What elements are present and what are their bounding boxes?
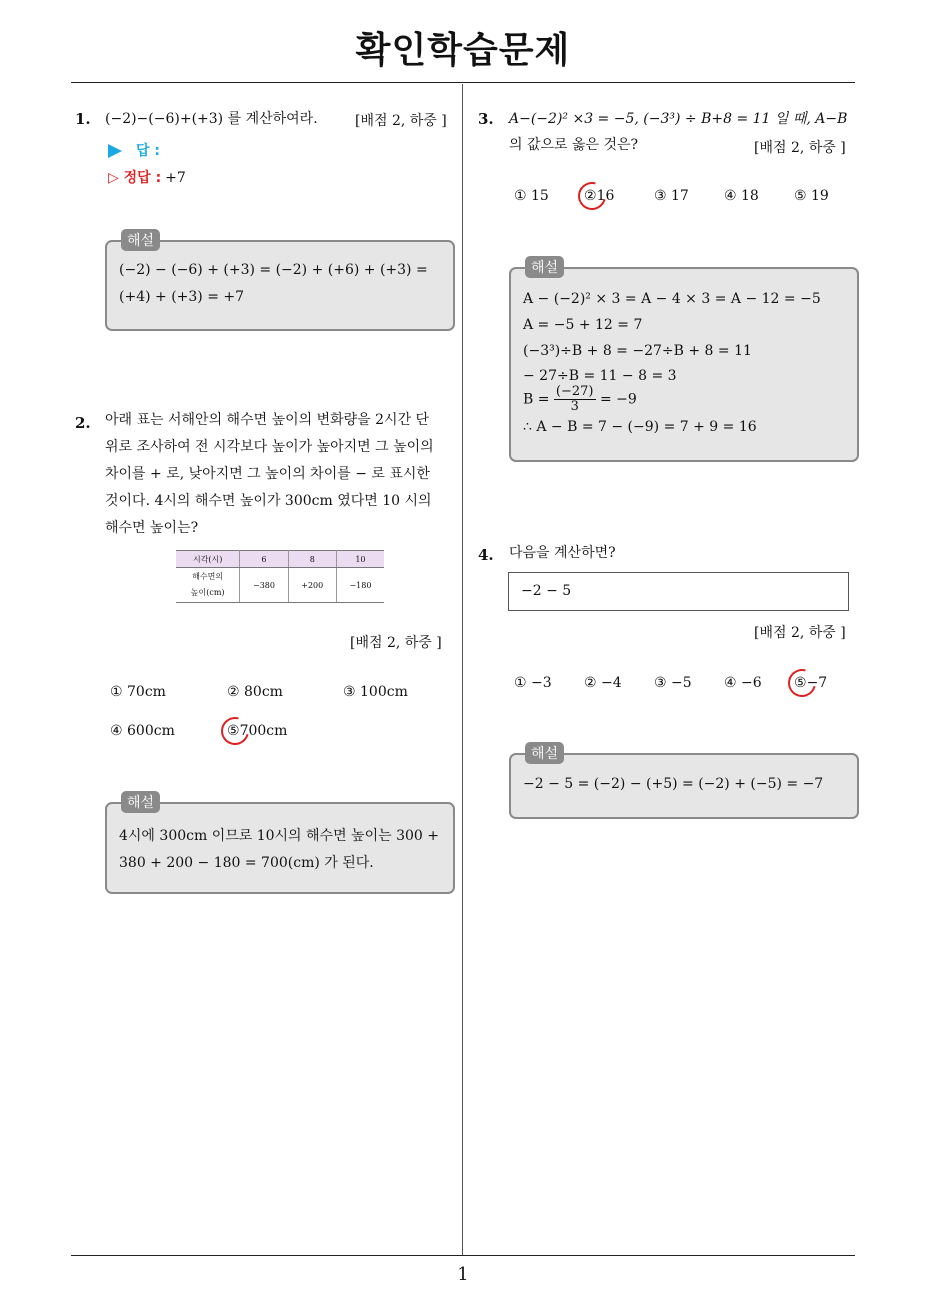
q3-expl-line-2: A = −5 + 12 = 7 xyxy=(523,317,643,333)
table-row-label-2: 높이(cm) xyxy=(190,588,225,597)
q2-question-line: 아래 표는 서해안의 해수면 높이의 변화량을 2시간 단 xyxy=(105,412,430,428)
q4-expression: −2 − 5 xyxy=(521,583,572,599)
q2-question-line: 해수면 높이는? xyxy=(105,520,199,536)
q2-number: 2. xyxy=(75,414,91,432)
q3-question-line-2: 의 값으로 옳은 것은? xyxy=(509,137,639,153)
q1-explanation-box xyxy=(105,233,455,331)
q1-number: 1. xyxy=(75,110,91,128)
q4-score: [배점 2, 하중 ] xyxy=(754,625,846,641)
q2-score: [배점 2, 하중 ] xyxy=(350,635,442,651)
q4-option-5[interactable]: ⑤−7 xyxy=(794,675,827,691)
q3-explanation-box xyxy=(509,260,859,462)
q3-option-2[interactable]: ②16 xyxy=(584,188,614,204)
q3-frac-lhs: B = xyxy=(523,391,550,408)
q3-frac-rhs: = −9 xyxy=(599,391,637,408)
table-row-label-1: 해수면의 xyxy=(192,572,224,581)
q2-expl-line-1: 4시에 300cm 이므로 10시의 해수면 높이는 300 + xyxy=(119,828,439,844)
q3-option-3[interactable]: ③ 17 xyxy=(654,188,689,204)
q2-option-4[interactable]: ④ 600cm xyxy=(110,723,175,739)
q2-option-5[interactable]: ⑤700cm xyxy=(227,723,287,739)
q3-fraction xyxy=(554,385,596,414)
q4-number: 4. xyxy=(478,546,494,564)
q3-score: [배점 2, 하중 ] xyxy=(754,140,846,156)
q3-expl-line-3: (−3³)÷B + 8 = −27÷B + 8 = 11 xyxy=(523,343,752,359)
q4-option-3[interactable]: ③ −5 xyxy=(654,675,692,691)
q3-frac-den: 3 xyxy=(570,399,579,414)
q2-question-line: 위로 조사하여 전 시각보다 높이가 높아지면 그 높이의 xyxy=(105,439,434,455)
table-header-cell: 시각(시) xyxy=(176,551,240,568)
q1-explanation-tag: 해설 xyxy=(121,229,160,251)
q3-frac-num: (−27) xyxy=(555,384,594,399)
q3-question-line-1: A−(−2)² ×3 = −5, (−3³) ÷ B+8 = 11 일 때, A−B xyxy=(509,111,848,127)
q1-correct-answer xyxy=(108,167,186,187)
q1-correct-value: +7 xyxy=(165,170,186,186)
q1-question: (−2)−(−6)+(+3) 를 계산하여라. xyxy=(105,111,318,127)
q1-correct-label: ▷ 정답 : xyxy=(108,170,162,186)
q2-option-2[interactable]: ② 80cm xyxy=(227,684,283,700)
q2-question xyxy=(105,407,434,542)
q2-expl-line-2: 380 + 200 − 180 = 700(cm) 가 된다. xyxy=(119,855,374,871)
table-cell: −380 xyxy=(240,568,288,603)
q2-option-1[interactable]: ① 70cm xyxy=(110,684,166,700)
q4-expl-line-1: −2 − 5 = (−2) − (+5) = (−2) + (−5) = −7 xyxy=(523,776,824,792)
red-circle-icon xyxy=(573,177,611,215)
q3-option-4[interactable]: ④ 18 xyxy=(724,188,759,204)
q2-question-line: 차이를 + 로, 낮아지면 그 높이의 차이를 − 로 표시한 xyxy=(105,466,430,482)
page-title: 확인학습문제 xyxy=(355,30,571,71)
q4-selected-mark: ⑤ xyxy=(794,675,807,691)
q3-selected-mark: ② xyxy=(584,188,597,204)
table-header-cell: 6 xyxy=(240,551,288,568)
play-icon xyxy=(108,144,122,158)
q3-option-1[interactable]: ① 15 xyxy=(514,188,549,204)
table-row-label xyxy=(176,568,240,603)
q3-expl-line-1: A − (−2)² × 3 = A − 4 × 3 = A − 12 = −5 xyxy=(523,291,821,307)
red-circle-icon xyxy=(216,712,254,750)
page-number: 1 xyxy=(457,1264,469,1285)
q2-data-table xyxy=(176,550,384,603)
table-cell: +200 xyxy=(288,568,336,603)
q4-explanation-tag: 해설 xyxy=(525,742,564,764)
q3-expl-line-6: ∴ A − B = 7 − (−9) = 7 + 9 = 16 xyxy=(523,419,757,435)
q3-number: 3. xyxy=(478,110,494,128)
q3-expl-line-4: − 27÷B = 11 − 8 = 3 xyxy=(523,368,677,384)
q1-score: [배점 2, 하중 ] xyxy=(355,113,447,129)
bottom-rule xyxy=(71,1255,855,1256)
q1-expl-line-1: (−2) − (−6) + (+3) = (−2) + (+6) + (+3) = xyxy=(119,262,428,278)
table-header-cell: 8 xyxy=(288,551,336,568)
q3-option-5[interactable]: ⑤ 19 xyxy=(794,188,829,204)
table-cell: −180 xyxy=(336,568,384,603)
table-header-cell: 10 xyxy=(336,551,384,568)
q2-explanation-box xyxy=(105,795,455,894)
q2-explanation-tag: 해설 xyxy=(121,791,160,813)
column-divider xyxy=(462,84,463,1256)
q4-option-2[interactable]: ② −4 xyxy=(584,675,622,691)
q4-expression-box xyxy=(508,572,849,611)
top-rule xyxy=(71,82,855,83)
q3-explanation-tag: 해설 xyxy=(525,256,564,278)
q3-expl-line-5 xyxy=(523,385,637,414)
red-circle-icon xyxy=(783,664,821,702)
q4-explanation-box xyxy=(509,746,859,819)
q4-question: 다음을 계산하면? xyxy=(509,545,616,561)
q2-question-line: 것이다. 4시의 해수면 높이가 300cm 였다면 10 시의 xyxy=(105,493,432,509)
q1-expl-line-2: (+4) + (+3) = +7 xyxy=(119,289,245,305)
q2-selected-mark: ⑤ xyxy=(227,723,240,739)
q2-option-3[interactable]: ③ 100cm xyxy=(343,684,408,700)
q4-option-4[interactable]: ④ −6 xyxy=(724,675,762,691)
q1-answer-label: 답 : xyxy=(108,140,160,160)
q4-option-1[interactable]: ① −3 xyxy=(514,675,552,691)
